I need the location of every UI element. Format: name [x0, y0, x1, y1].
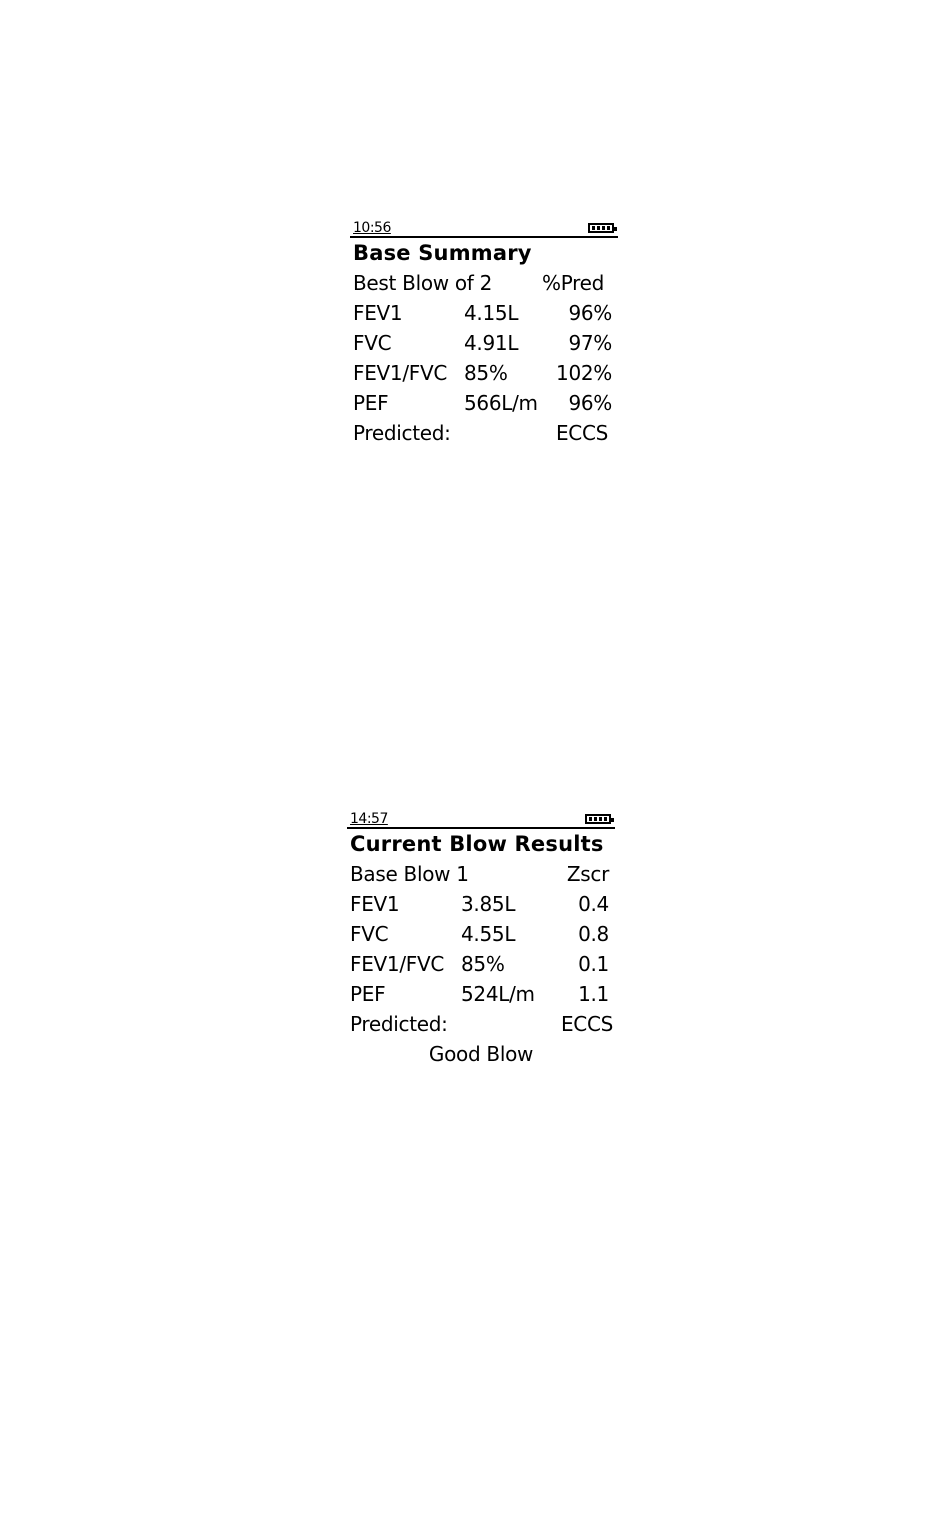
row-pred: 102% [556, 361, 612, 385]
clock-time: 14:57 [350, 811, 388, 827]
battery-icon [585, 814, 611, 824]
result-row [350, 388, 618, 418]
column-header-pred: %Pred [542, 271, 604, 295]
column-header-left: Base Blow 1 [350, 862, 469, 886]
row-value: 566L/m [464, 391, 538, 415]
row-value: 4.15L [464, 301, 519, 325]
row-pred: 96% [568, 391, 612, 415]
battery-icon [588, 223, 614, 233]
result-row [350, 328, 618, 358]
row-value: 4.55L [461, 922, 516, 946]
row-label: FEV1 [350, 892, 400, 916]
base-summary-screen [350, 214, 618, 448]
row-value: 3.85L [461, 892, 516, 916]
row-label: PEF [353, 391, 389, 415]
row-value: 85% [461, 952, 505, 976]
row-zscore: 1.1 [578, 982, 609, 1006]
current-blow-results-screen [347, 805, 615, 1069]
row-value: 85% [464, 361, 508, 385]
row-label: FEV1/FVC [350, 952, 445, 976]
predicted-value: ECCS [555, 421, 608, 445]
predicted-label: Predicted: [350, 1012, 448, 1036]
result-row [347, 979, 615, 1009]
column-header-row [347, 859, 615, 889]
screen-title: Current Blow Results [350, 832, 604, 856]
result-row [347, 949, 615, 979]
result-row [347, 919, 615, 949]
row-zscore: 0.8 [578, 922, 609, 946]
row-pred: 97% [568, 331, 612, 355]
column-header-row [350, 268, 618, 298]
result-row [347, 889, 615, 919]
clock-time: 10:56 [353, 220, 391, 236]
result-row [350, 358, 618, 388]
result-row [350, 298, 618, 328]
blow-status: Good Blow [428, 1042, 534, 1066]
row-pred: 96% [568, 301, 612, 325]
row-zscore: 0.1 [578, 952, 609, 976]
row-label: FVC [350, 922, 389, 946]
column-header-left: Best Blow of 2 [353, 271, 493, 295]
predicted-value: ECCS [560, 1012, 613, 1036]
screen-title: Base Summary [353, 241, 532, 265]
row-value: 4.91L [464, 331, 519, 355]
predicted-row [350, 418, 618, 448]
row-label: FVC [353, 331, 392, 355]
row-label: FEV1/FVC [353, 361, 448, 385]
status-bar [347, 805, 615, 829]
row-zscore: 0.4 [578, 892, 609, 916]
row-label: FEV1 [353, 301, 403, 325]
row-label: PEF [350, 982, 386, 1006]
predicted-row [347, 1009, 615, 1039]
column-header-zscore: Zscr [566, 862, 609, 886]
predicted-label: Predicted: [353, 421, 451, 445]
row-value: 524L/m [461, 982, 535, 1006]
status-bar [350, 214, 618, 238]
